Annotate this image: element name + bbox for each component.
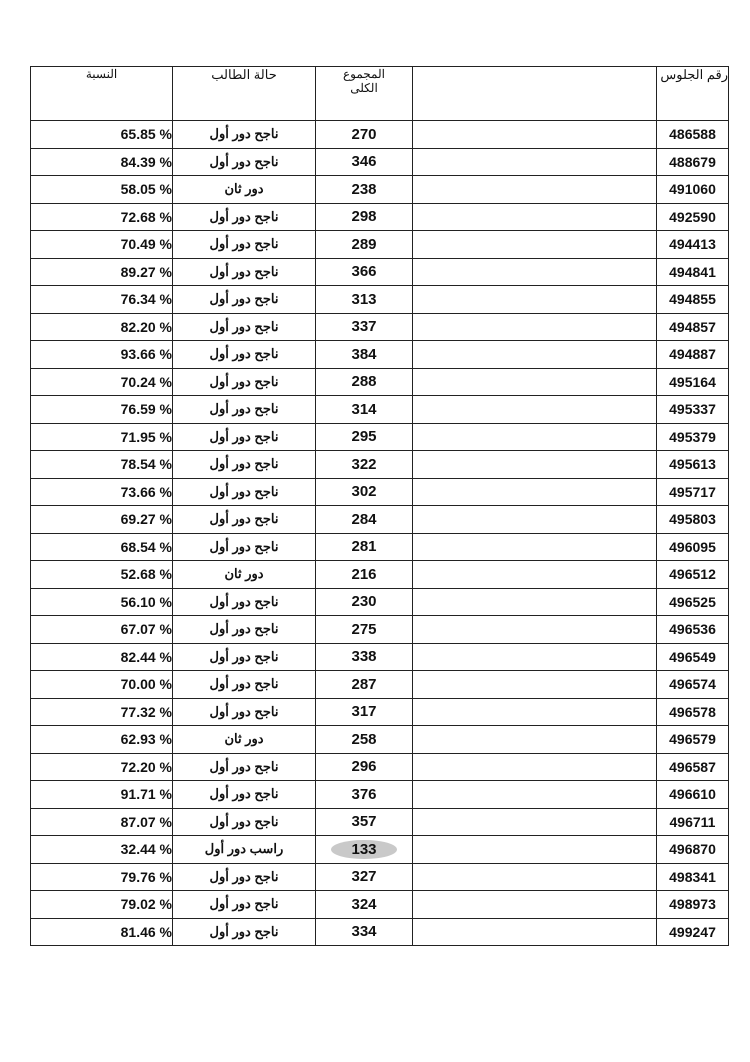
percentage-cell: 72.20 % <box>31 753 173 781</box>
name-cell <box>413 891 657 919</box>
total-cell: 313 <box>316 286 413 314</box>
table-row <box>31 671 729 699</box>
table-row <box>31 863 729 891</box>
name-cell <box>413 203 657 231</box>
total-cell: 346 <box>316 148 413 176</box>
percentage-cell: 32.44 % <box>31 836 173 864</box>
table-row <box>31 286 729 314</box>
percentage-cell: 82.44 % <box>31 643 173 671</box>
total-cell: 289 <box>316 231 413 259</box>
total-cell: 287 <box>316 671 413 699</box>
percentage-cell: 56.10 % <box>31 588 173 616</box>
total-cell: 238 <box>316 176 413 204</box>
percentage-cell: 79.76 % <box>31 863 173 891</box>
total-cell: 334 <box>316 918 413 946</box>
percentage-cell: 70.49 % <box>31 231 173 259</box>
name-cell <box>413 616 657 644</box>
table-row <box>31 616 729 644</box>
table-row <box>31 561 729 589</box>
name-cell <box>413 286 657 314</box>
total-cell: 384 <box>316 341 413 369</box>
status-cell: ناجح دور أول <box>173 286 316 314</box>
name-cell <box>413 176 657 204</box>
total-cell: 281 <box>316 533 413 561</box>
header-status: حالة الطالب <box>173 67 316 121</box>
total-cell: 338 <box>316 643 413 671</box>
seat-number-cell: 494887 <box>657 341 729 369</box>
percentage-cell: 76.34 % <box>31 286 173 314</box>
total-cell: 376 <box>316 781 413 809</box>
table-row <box>31 533 729 561</box>
percentage-cell: 68.54 % <box>31 533 173 561</box>
table-row <box>31 588 729 616</box>
table-row <box>31 203 729 231</box>
total-cell: 357 <box>316 808 413 836</box>
name-cell <box>413 918 657 946</box>
header-total <box>316 67 413 121</box>
status-cell: ناجح دور أول <box>173 753 316 781</box>
seat-number-cell: 498341 <box>657 863 729 891</box>
status-cell: ناجح دور أول <box>173 341 316 369</box>
total-cell: 298 <box>316 203 413 231</box>
name-cell <box>413 451 657 479</box>
table-row <box>31 341 729 369</box>
seat-number-cell: 496549 <box>657 643 729 671</box>
status-cell: ناجح دور أول <box>173 148 316 176</box>
status-cell: ناجح دور أول <box>173 588 316 616</box>
status-cell: دور ثان <box>173 561 316 589</box>
total-cell <box>316 836 413 864</box>
total-cell: 302 <box>316 478 413 506</box>
status-cell: ناجح دور أول <box>173 478 316 506</box>
total-cell: 288 <box>316 368 413 396</box>
seat-number-cell: 496536 <box>657 616 729 644</box>
name-cell <box>413 808 657 836</box>
table-row <box>31 258 729 286</box>
name-cell <box>413 671 657 699</box>
status-cell: ناجح دور أول <box>173 918 316 946</box>
total-cell: 296 <box>316 753 413 781</box>
table-row <box>31 478 729 506</box>
seat-number-cell: 494841 <box>657 258 729 286</box>
seat-number-cell: 486588 <box>657 121 729 149</box>
table-row <box>31 313 729 341</box>
percentage-cell: 71.95 % <box>31 423 173 451</box>
status-cell: ناجح دور أول <box>173 698 316 726</box>
seat-number-cell: 495613 <box>657 451 729 479</box>
total-cell: 216 <box>316 561 413 589</box>
total-cell: 322 <box>316 451 413 479</box>
percentage-cell: 67.07 % <box>31 616 173 644</box>
percentage-cell: 62.93 % <box>31 726 173 754</box>
percentage-cell: 87.07 % <box>31 808 173 836</box>
total-cell: 317 <box>316 698 413 726</box>
seat-number-cell: 492590 <box>657 203 729 231</box>
header-total-line2: الكلى <box>350 81 378 95</box>
seat-number-cell: 496525 <box>657 588 729 616</box>
status-cell: ناجح دور أول <box>173 396 316 424</box>
seat-number-cell: 491060 <box>657 176 729 204</box>
seat-number-cell: 494857 <box>657 313 729 341</box>
name-cell <box>413 643 657 671</box>
percentage-cell: 69.27 % <box>31 506 173 534</box>
name-cell <box>413 863 657 891</box>
percentage-cell: 81.46 % <box>31 918 173 946</box>
name-cell <box>413 423 657 451</box>
percentage-cell: 70.00 % <box>31 671 173 699</box>
name-cell <box>413 148 657 176</box>
total-cell: 327 <box>316 863 413 891</box>
results-body <box>31 121 729 946</box>
table-row <box>31 781 729 809</box>
status-cell: راسب دور أول <box>173 836 316 864</box>
name-cell <box>413 121 657 149</box>
percentage-cell: 78.54 % <box>31 451 173 479</box>
name-cell <box>413 698 657 726</box>
seat-number-cell: 496870 <box>657 836 729 864</box>
status-cell: ناجح دور أول <box>173 121 316 149</box>
status-cell: ناجح دور أول <box>173 451 316 479</box>
seat-number-cell: 495717 <box>657 478 729 506</box>
table-row <box>31 506 729 534</box>
seat-number-cell: 495379 <box>657 423 729 451</box>
name-cell <box>413 781 657 809</box>
table-row <box>31 396 729 424</box>
seat-number-cell: 496587 <box>657 753 729 781</box>
header-percentage: النسبة <box>31 67 173 121</box>
table-row <box>31 451 729 479</box>
table-row <box>31 808 729 836</box>
total-cell: 275 <box>316 616 413 644</box>
table-row <box>31 423 729 451</box>
seat-number-cell: 499247 <box>657 918 729 946</box>
name-cell <box>413 368 657 396</box>
seat-number-cell: 495164 <box>657 368 729 396</box>
status-cell: ناجح دور أول <box>173 643 316 671</box>
status-cell: ناجح دور أول <box>173 231 316 259</box>
header-name <box>413 67 657 121</box>
header-total-line1: المجموع <box>343 67 385 81</box>
table-row <box>31 753 729 781</box>
total-cell: 337 <box>316 313 413 341</box>
seat-number-cell: 498973 <box>657 891 729 919</box>
table-row <box>31 176 729 204</box>
status-cell: ناجح دور أول <box>173 423 316 451</box>
percentage-cell: 72.68 % <box>31 203 173 231</box>
seat-number-cell: 496579 <box>657 726 729 754</box>
seat-number-cell: 495803 <box>657 506 729 534</box>
percentage-cell: 65.85 % <box>31 121 173 149</box>
name-cell <box>413 396 657 424</box>
percentage-cell: 84.39 % <box>31 148 173 176</box>
name-cell <box>413 341 657 369</box>
percentage-cell: 93.66 % <box>31 341 173 369</box>
name-cell <box>413 561 657 589</box>
status-cell: ناجح دور أول <box>173 258 316 286</box>
results-table <box>30 66 729 946</box>
table-row <box>31 698 729 726</box>
total-cell: 258 <box>316 726 413 754</box>
name-cell <box>413 506 657 534</box>
total-cell: 230 <box>316 588 413 616</box>
status-cell: ناجح دور أول <box>173 368 316 396</box>
percentage-cell: 73.66 % <box>31 478 173 506</box>
name-cell <box>413 836 657 864</box>
name-cell <box>413 231 657 259</box>
status-cell: ناجح دور أول <box>173 671 316 699</box>
status-cell: ناجح دور أول <box>173 891 316 919</box>
percentage-cell: 91.71 % <box>31 781 173 809</box>
header-seat-number: رقم الجلوس <box>657 67 729 121</box>
name-cell <box>413 478 657 506</box>
seat-number-cell: 496095 <box>657 533 729 561</box>
name-cell <box>413 533 657 561</box>
header-row <box>31 67 729 121</box>
total-cell: 366 <box>316 258 413 286</box>
status-cell: ناجح دور أول <box>173 313 316 341</box>
percentage-cell: 82.20 % <box>31 313 173 341</box>
table-row <box>31 148 729 176</box>
status-cell: ناجح دور أول <box>173 781 316 809</box>
percentage-cell: 52.68 % <box>31 561 173 589</box>
total-cell: 314 <box>316 396 413 424</box>
seat-number-cell: 496512 <box>657 561 729 589</box>
percentage-cell: 89.27 % <box>31 258 173 286</box>
status-cell: دور ثان <box>173 726 316 754</box>
seat-number-cell: 496578 <box>657 698 729 726</box>
name-cell <box>413 313 657 341</box>
name-cell <box>413 588 657 616</box>
name-cell <box>413 753 657 781</box>
status-cell: ناجح دور أول <box>173 506 316 534</box>
name-cell <box>413 726 657 754</box>
percentage-cell: 79.02 % <box>31 891 173 919</box>
seat-number-cell: 496711 <box>657 808 729 836</box>
table-row <box>31 231 729 259</box>
percentage-cell: 58.05 % <box>31 176 173 204</box>
status-cell: ناجح دور أول <box>173 533 316 561</box>
percentage-cell: 77.32 % <box>31 698 173 726</box>
table-row <box>31 891 729 919</box>
status-cell: ناجح دور أول <box>173 863 316 891</box>
seat-number-cell: 488679 <box>657 148 729 176</box>
seat-number-cell: 496574 <box>657 671 729 699</box>
table-row <box>31 643 729 671</box>
status-cell: دور ثان <box>173 176 316 204</box>
percentage-cell: 76.59 % <box>31 396 173 424</box>
name-cell <box>413 258 657 286</box>
status-cell: ناجح دور أول <box>173 808 316 836</box>
table-row <box>31 726 729 754</box>
total-cell: 295 <box>316 423 413 451</box>
total-cell: 324 <box>316 891 413 919</box>
seat-number-cell: 495337 <box>657 396 729 424</box>
seat-number-cell: 494855 <box>657 286 729 314</box>
highlighted-total: 133 <box>331 840 396 859</box>
status-cell: ناجح دور أول <box>173 616 316 644</box>
total-cell: 284 <box>316 506 413 534</box>
table-row <box>31 836 729 864</box>
total-cell: 270 <box>316 121 413 149</box>
table-row <box>31 368 729 396</box>
percentage-cell: 70.24 % <box>31 368 173 396</box>
seat-number-cell: 496610 <box>657 781 729 809</box>
table-row <box>31 121 729 149</box>
table-row <box>31 918 729 946</box>
status-cell: ناجح دور أول <box>173 203 316 231</box>
seat-number-cell: 494413 <box>657 231 729 259</box>
